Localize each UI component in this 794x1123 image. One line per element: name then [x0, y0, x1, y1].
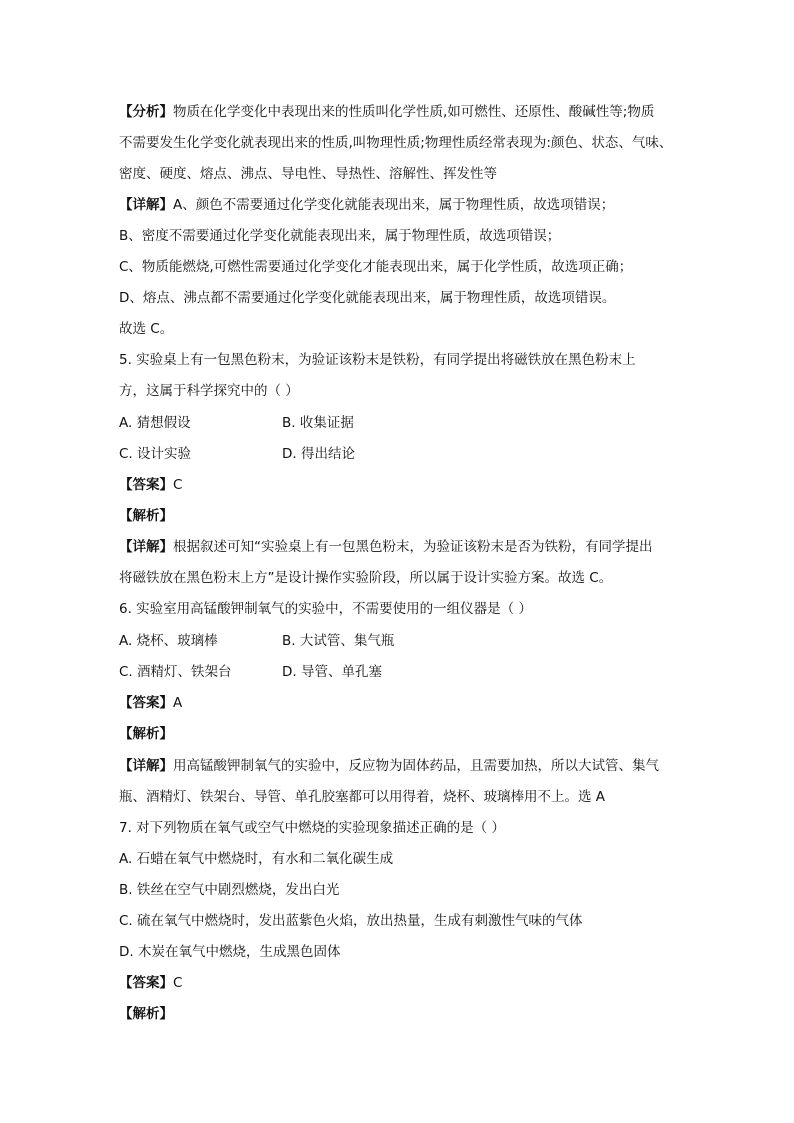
q5-option-a: A. 猜想假设: [119, 415, 191, 431]
q5-answer-tag: 【答案】: [119, 477, 173, 493]
analysis-line-2: 不需要发生化学变化就表现出来的性质,叫物理性质;物理性质经常表现为:颜色、状态、气味、: [119, 135, 673, 151]
q6-detail-2: 瓶、酒精灯、铁架台、导管、单孔胶塞都可以用得着，烧杯、玻璃棒用不上。选 A: [119, 789, 606, 805]
q7-stem-1: 7. 对下列物质在氧气或空气中燃烧的实验现象描述正确的是（ ）: [119, 820, 505, 836]
q5-detail-1: [119, 537, 653, 557]
detail-line-c: C、物质能燃烧,可燃性需要通过化学变化才能表现出来，属于化学性质，故选项正确；: [119, 259, 633, 275]
analysis-tag: 【分析】: [119, 104, 173, 120]
q6-option-c: C. 酒精灯、铁架台: [119, 664, 232, 680]
q5-stem-2: 方，这属于科学探究中的（ ）: [119, 383, 299, 399]
q7-answer-value: C: [173, 975, 183, 991]
q6-option-a: A. 烧杯、玻璃棒: [119, 633, 218, 649]
detail-line-d: D、熔点、沸点都不需要通过化学变化就能表现出来，属于物理性质，故选项错误。: [119, 290, 616, 306]
q7-answer: [119, 973, 182, 993]
q6-detail-text-1: 用高锰酸钾制氧气的实验中，反应物为固体药品，且需要加热，所以大试管、集气: [173, 758, 659, 774]
q6-answer: [119, 693, 182, 713]
q5-answer-value: C: [173, 477, 183, 493]
detail-text-a: A、颜色不需要通过化学变化就能表现出来，属于物理性质，故选项错误；: [173, 197, 615, 213]
detail-line-b: B、密度不需要通过化学变化就能表现出来，属于物理性质，故选项错误；: [119, 228, 561, 244]
q6-stem-1: 6. 实验室用高锰酸钾制氧气的实验中，不需要使用的一组仪器是（ ）: [119, 601, 532, 617]
analysis-line-1: [119, 102, 654, 122]
q5-option-c: C. 设计实验: [119, 446, 192, 462]
q6-detail-tag: 【详解】: [119, 758, 173, 774]
q5-detail-text-1: 根据叙述可知“实验桌上有一包黑色粉末，为验证该粉末是否为铁粉，有同学提出: [173, 539, 653, 555]
q6-detail-1: [119, 756, 659, 776]
q7-option-d: D. 木炭在氧气中燃烧，生成黑色固体: [119, 944, 341, 960]
q5-stem-1: 5. 实验桌上有一包黑色粉末，为验证该粉末是铁粉，有同学提出将磁铁放在黑色粉末上: [119, 352, 636, 368]
q6-answer-value: A: [173, 695, 183, 711]
q7-option-a: A. 石蜡在氧气中燃烧时，有水和二氧化碳生成: [119, 851, 394, 867]
q7-option-c: C. 硫在氧气中燃烧时，发出蓝紫色火焰，放出热量，生成有刺激性气味的气体: [119, 913, 583, 929]
analysis-text-1: 物质在化学变化中表现出来的性质叫化学性质,如可燃性、还原性、酸碱性等;物质: [173, 104, 655, 120]
q6-option-d: D. 导管、单孔塞: [282, 664, 382, 680]
q6-parse-tag: 【解析】: [119, 726, 173, 742]
detail-tag: 【详解】: [119, 197, 173, 213]
detail-line-a: [119, 195, 614, 215]
q5-option-b: B. 收集证据: [282, 415, 354, 431]
q5-detail-2: 将磁铁放在黑色粉末上方”是设计操作实验阶段，所以属于设计实验方案。故选 C。: [119, 570, 613, 586]
q5-answer: [119, 475, 182, 495]
q5-option-d: D. 得出结论: [282, 446, 355, 462]
q6-answer-tag: 【答案】: [119, 695, 173, 711]
q7-option-b: B. 铁丝在空气中剧烈燃烧，发出白光: [119, 882, 340, 898]
q5-parse-tag: 【解析】: [119, 508, 173, 524]
q6-option-b: B. 大试管、集气瓶: [282, 633, 395, 649]
q5-detail-tag: 【详解】: [119, 539, 173, 555]
detail-conclusion: 故选 C。: [119, 321, 174, 337]
q7-parse-tag: 【解析】: [119, 1006, 173, 1022]
q7-answer-tag: 【答案】: [119, 975, 173, 991]
analysis-line-3: 密度、硬度、熔点、沸点、导电性、导热性、溶解性、挥发性等: [119, 166, 497, 182]
